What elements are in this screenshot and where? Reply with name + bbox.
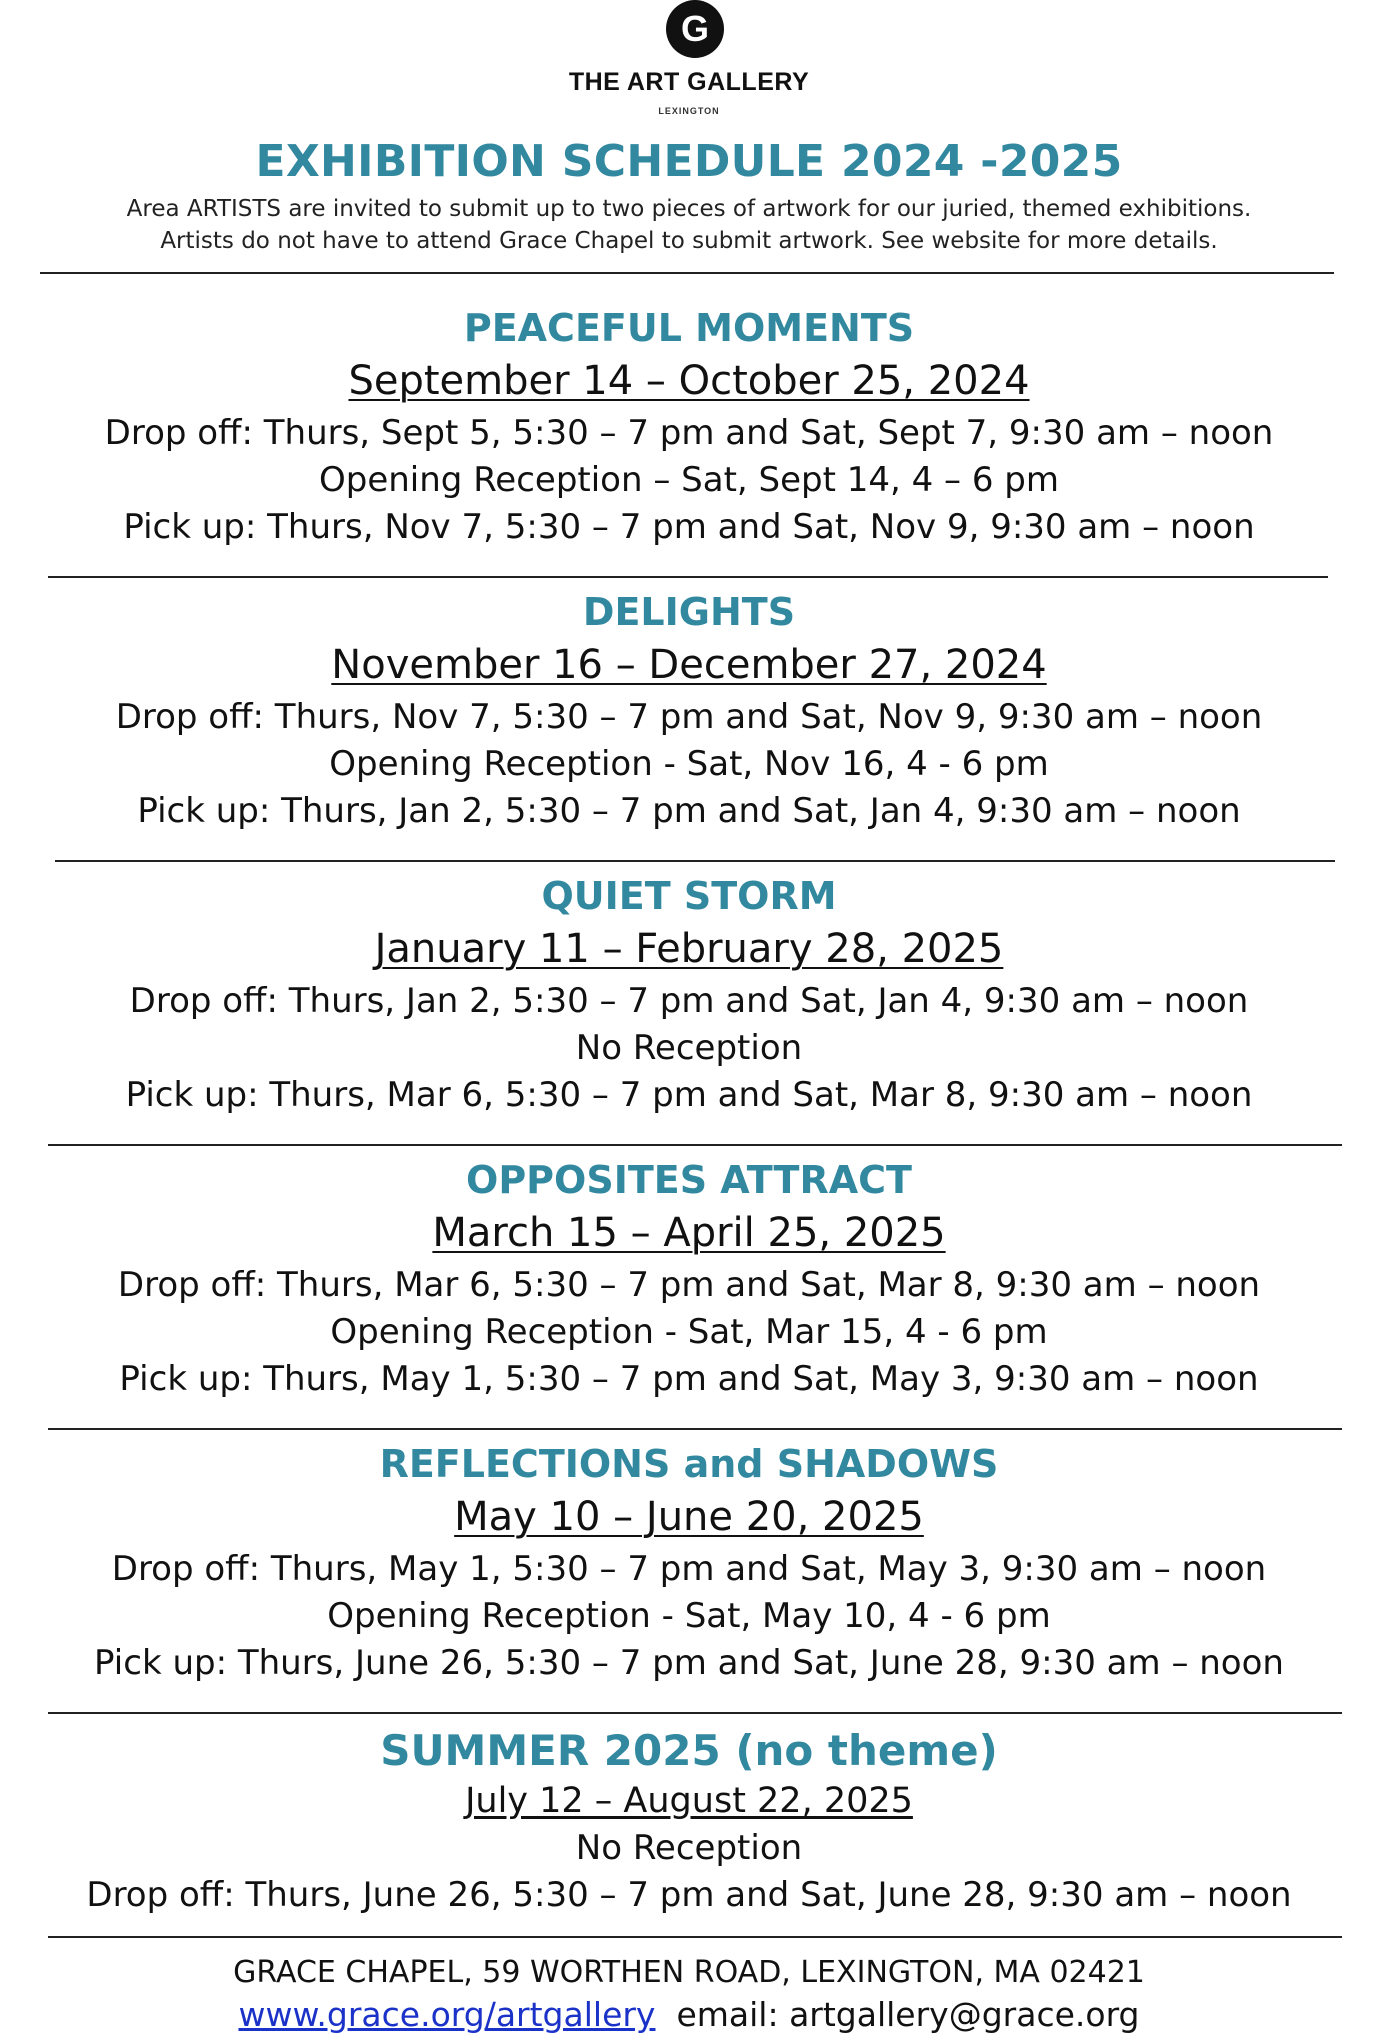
website-link[interactable]: www.grace.org/artgallery — [238, 1995, 656, 2034]
reception-line: Opening Reception - Sat, Mar 15, 4 - 6 pm — [330, 1312, 1048, 1352]
exhibition-dates: September 14 – October 25, 2024 — [348, 358, 1030, 404]
pick-up-line: Pick up: Thurs, Mar 6, 5:30 – 7 pm and Sat, Mar 8, 9:30 am – noon — [125, 1075, 1253, 1115]
exhibition-dates: November 16 – December 27, 2024 — [331, 642, 1047, 688]
exhibition-title: DELIGHTS — [582, 590, 796, 634]
divider — [40, 272, 1334, 274]
reception-line: No Reception — [575, 1028, 803, 1068]
logo-letter: G — [680, 8, 709, 49]
exhibition-dates: March 15 – April 25, 2025 — [432, 1210, 946, 1256]
footer-address: GRACE CHAPEL, 59 WORTHEN ROAD, LEXINGTON, MA 02421 — [233, 1955, 1145, 1990]
summer-title: SUMMER 2025 (no theme) — [380, 1726, 998, 1775]
pick-up-line: Pick up: Thurs, Jan 2, 5:30 – 7 pm and Sat, Jan 4, 9:30 am – noon — [137, 791, 1241, 831]
divider — [48, 1428, 1342, 1430]
divider — [48, 1144, 1342, 1146]
exhibition-dates: January 11 – February 28, 2025 — [374, 926, 1004, 972]
summer-dates: July 12 – August 22, 2025 — [465, 1781, 913, 1821]
reception-line: Opening Reception – Sat, Sept 14, 4 – 6 pm — [319, 460, 1059, 500]
divider — [48, 1712, 1342, 1714]
drop-off-line: Drop off: Thurs, June 26, 5:30 – 7 pm and Sat, June 28, 9:30 am – noon — [86, 1875, 1292, 1915]
reception-line: No Reception — [575, 1828, 803, 1868]
drop-off-line: Drop off: Thurs, Jan 2, 5:30 – 7 pm and Sat, Jan 4, 9:30 am – noon — [129, 981, 1249, 1021]
reception-line: Opening Reception - Sat, Nov 16, 4 - 6 pm — [329, 744, 1049, 784]
gallery-logo — [666, 0, 724, 58]
exhibition-dates: May 10 – June 20, 2025 — [454, 1494, 924, 1540]
drop-off-line: Drop off: Thurs, Sept 5, 5:30 – 7 pm and Sat, Sept 7, 9:30 am – noon — [104, 413, 1274, 453]
footer-contact — [0, 1995, 1378, 2034]
reception-line: Opening Reception - Sat, May 10, 4 - 6 pm — [327, 1596, 1051, 1636]
email-text: email: artgallery@grace.org — [676, 1995, 1140, 2034]
drop-off-line: Drop off: Thurs, Mar 6, 5:30 – 7 pm and Sat, Mar 8, 9:30 am – noon — [117, 1265, 1261, 1305]
pick-up-line: Pick up: Thurs, June 26, 5:30 – 7 pm and Sat, June 28, 9:30 am – noon — [94, 1643, 1284, 1683]
exhibition-title: QUIET STORM — [541, 874, 837, 918]
intro-line-2: Artists do not have to attend Grace Chapel to submit artwork. See website for more details. — [160, 228, 1218, 254]
pick-up-line: Pick up: Thurs, Nov 7, 5:30 – 7 pm and Sat, Nov 9, 9:30 am – noon — [123, 507, 1255, 547]
exhibition-title: OPPOSITES ATTRACT — [466, 1158, 912, 1202]
intro-line-1: Area ARTISTS are invited to submit up to two pieces of artwork for our juried, themed exhibitions. — [126, 196, 1252, 222]
drop-off-line: Drop off: Thurs, May 1, 5:30 – 7 pm and Sat, May 3, 9:30 am – noon — [111, 1549, 1267, 1589]
gallery-location: LEXINGTON — [658, 106, 720, 116]
gallery-name: THE ART GALLERY — [568, 68, 810, 96]
divider — [55, 860, 1335, 862]
exhibition-title: REFLECTIONS and SHADOWS — [379, 1442, 999, 1486]
divider — [48, 1936, 1342, 1938]
page-title: EXHIBITION SCHEDULE 2024 -2025 — [255, 136, 1123, 187]
drop-off-line: Drop off: Thurs, Nov 7, 5:30 – 7 pm and Sat, Nov 9, 9:30 am – noon — [115, 697, 1263, 737]
pick-up-line: Pick up: Thurs, May 1, 5:30 – 7 pm and Sat, May 3, 9:30 am – noon — [119, 1359, 1259, 1399]
divider — [48, 576, 1328, 578]
exhibition-title: PEACEFUL MOMENTS — [463, 306, 915, 350]
